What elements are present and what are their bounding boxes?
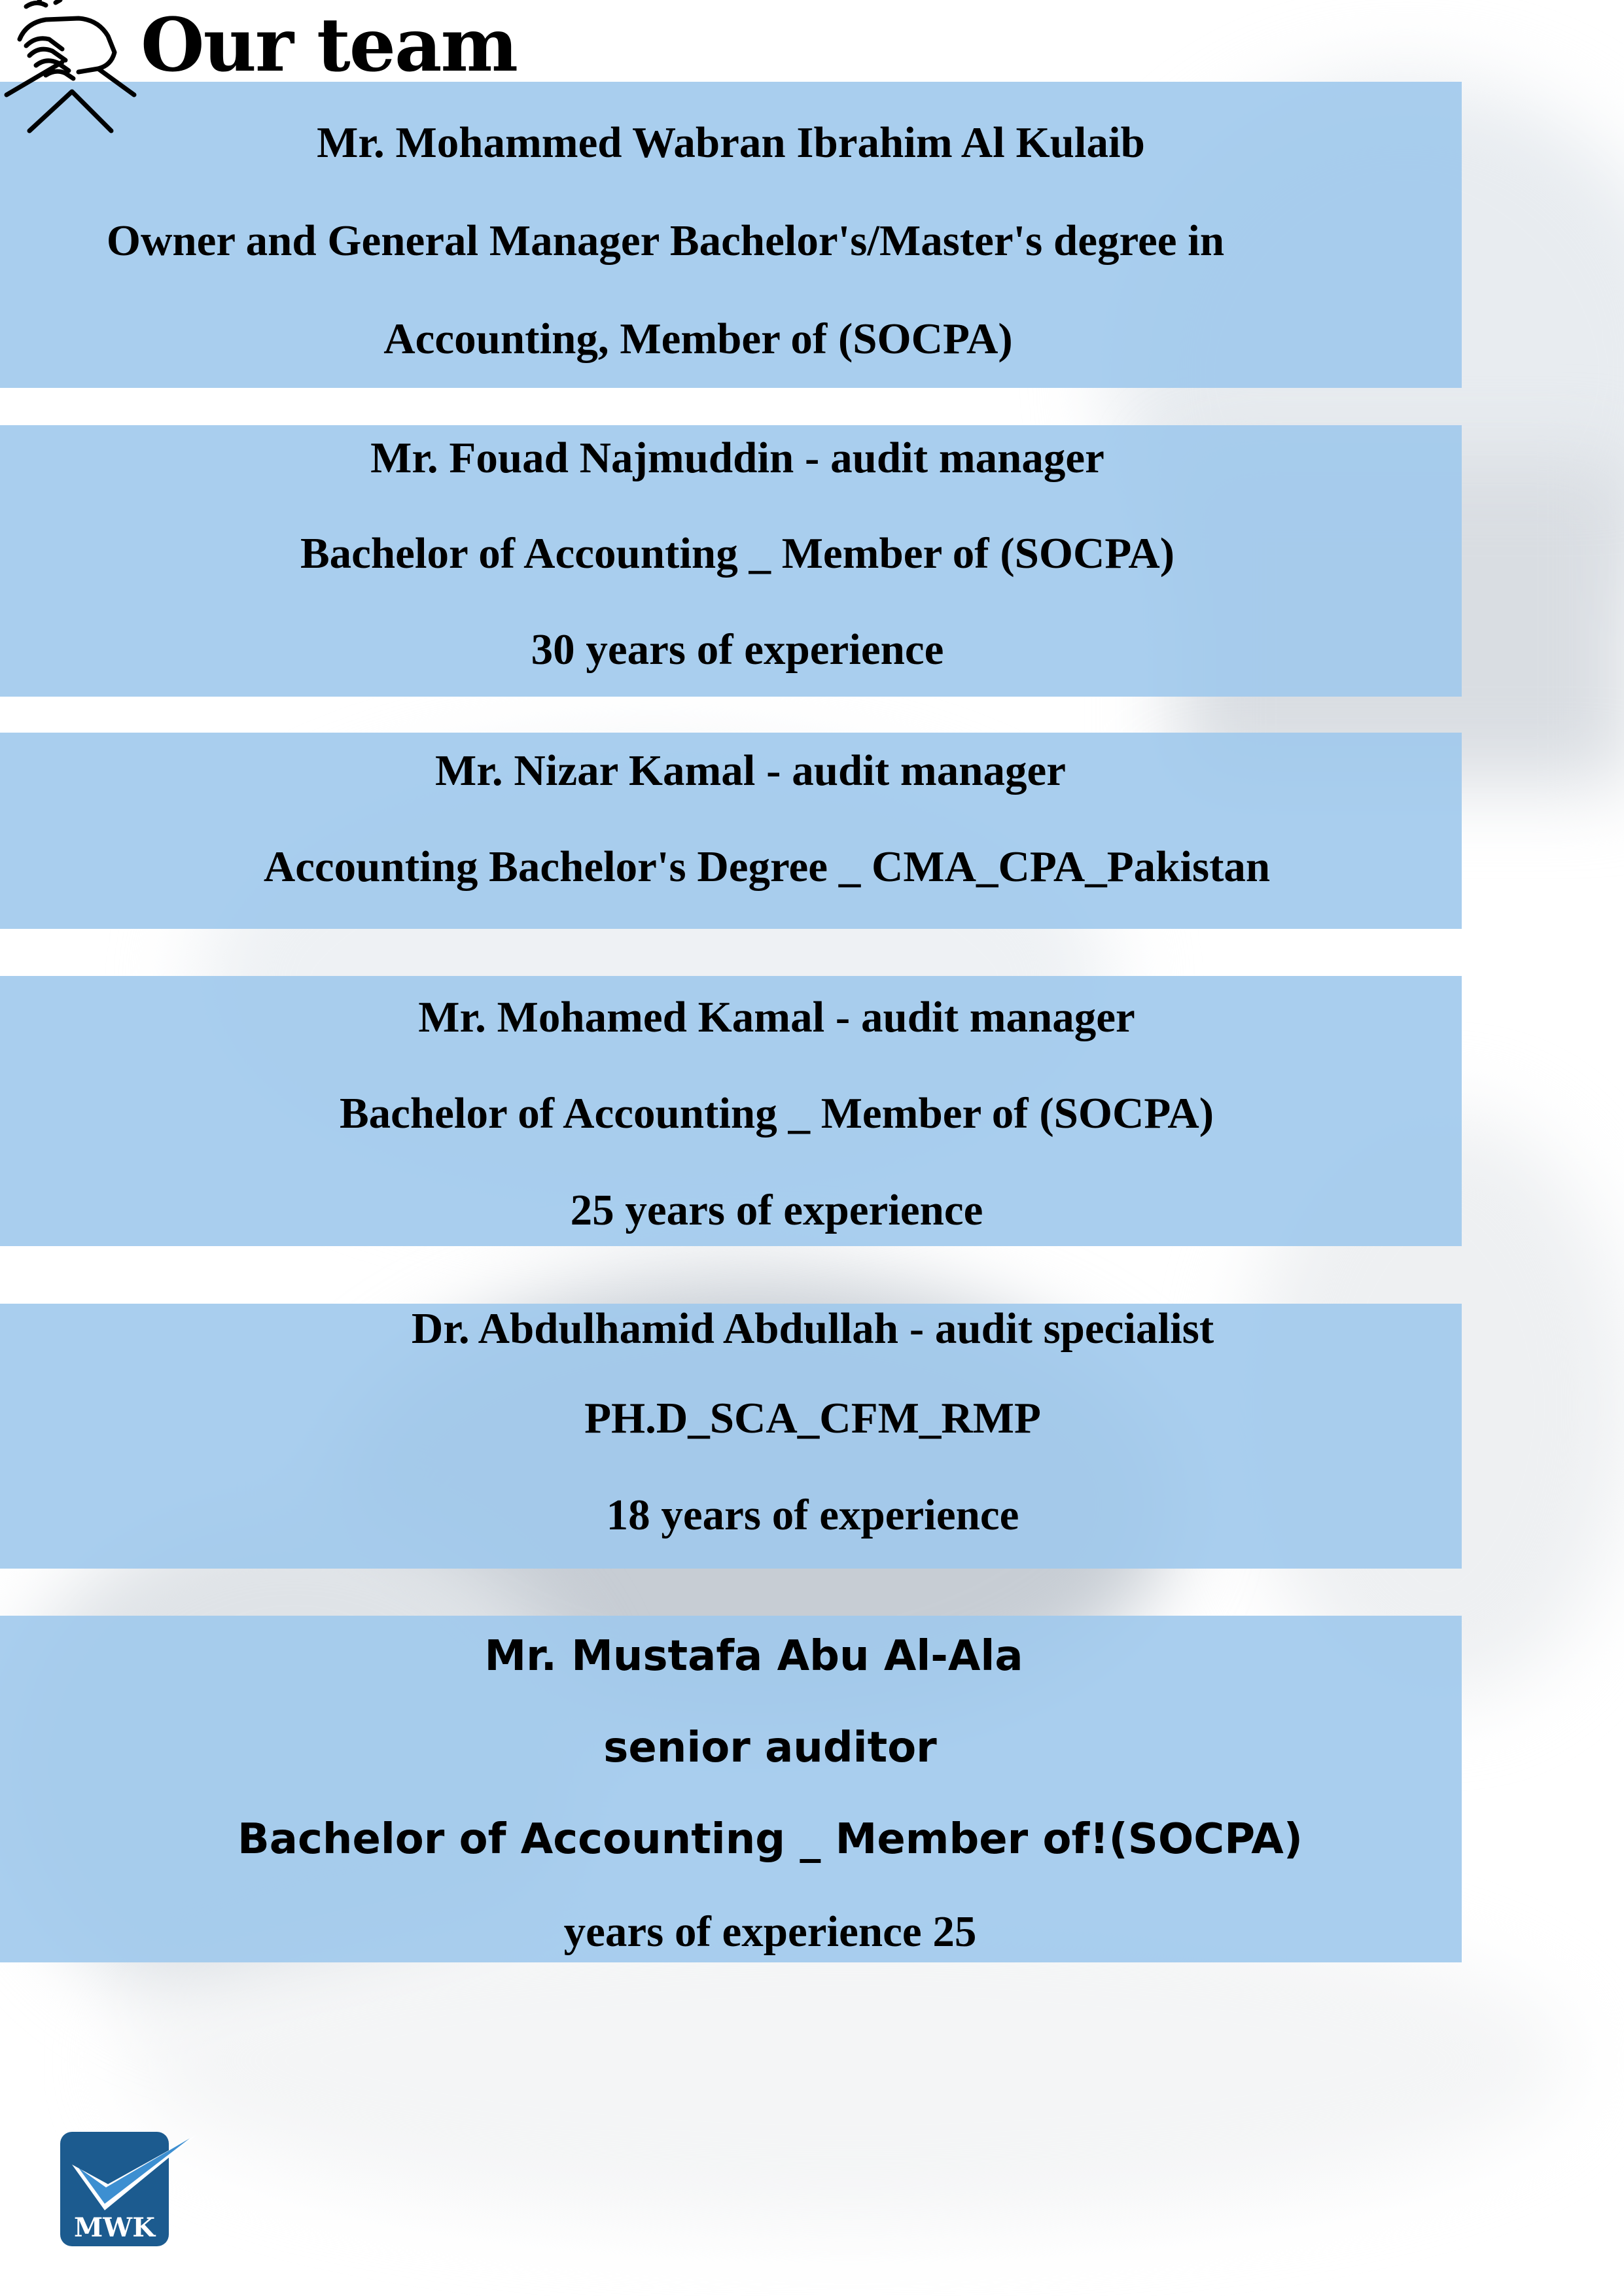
header	[0, 0, 589, 88]
company-logo	[59, 2129, 200, 2250]
member-name: Mr. Mustafa Abu Al-Ala	[484, 1632, 1023, 1680]
member-detail: Accounting, Member of (SOCPA)	[383, 315, 1013, 363]
team-member-card	[0, 82, 1462, 388]
member-name: Mr. Fouad Najmuddin - audit manager	[370, 434, 1104, 482]
member-role: senior auditor	[603, 1724, 937, 1772]
member-name: Mr. Mohamed Kamal - audit manager	[418, 993, 1135, 1041]
member-detail: Bachelor of Accounting _ Member of (SOCPA)	[300, 529, 1175, 578]
logo-text: MWK	[74, 2212, 155, 2243]
member-detail: Owner and General Manager Bachelor's/Master's degree in	[106, 217, 1225, 265]
member-detail: Bachelor of Accounting _ Member of!(SOCPA)	[237, 1815, 1303, 1864]
page-title: Our team	[141, 3, 518, 88]
member-detail: 18 years of experience	[606, 1491, 1019, 1539]
team-member-card	[0, 733, 1462, 929]
member-detail: PH.D_SCA_CFM_RMP	[584, 1394, 1041, 1442]
member-name: Mr. Mohammed Wabran Ibrahim Al Kulaib	[317, 118, 1145, 167]
member-name: Mr. Nizar Kamal - audit manager	[435, 746, 1066, 795]
team-member-card	[0, 425, 1462, 697]
member-detail: years of experience 25	[563, 1907, 977, 1956]
member-detail: Bachelor of Accounting _ Member of (SOCPA)	[339, 1089, 1214, 1138]
member-name: Dr. Abdulhamid Abdullah - audit specialist	[411, 1304, 1214, 1353]
team-member-card	[0, 1616, 1462, 1962]
member-detail: 30 years of experience	[531, 625, 944, 674]
team-member-card	[0, 1304, 1462, 1569]
member-detail: 25 years of experience	[570, 1186, 983, 1234]
team-member-card	[0, 976, 1462, 1246]
member-detail: Accounting Bachelor's Degree _ CMA_CPA_Pakistan	[263, 843, 1271, 891]
handshake-icon	[0, 0, 144, 141]
